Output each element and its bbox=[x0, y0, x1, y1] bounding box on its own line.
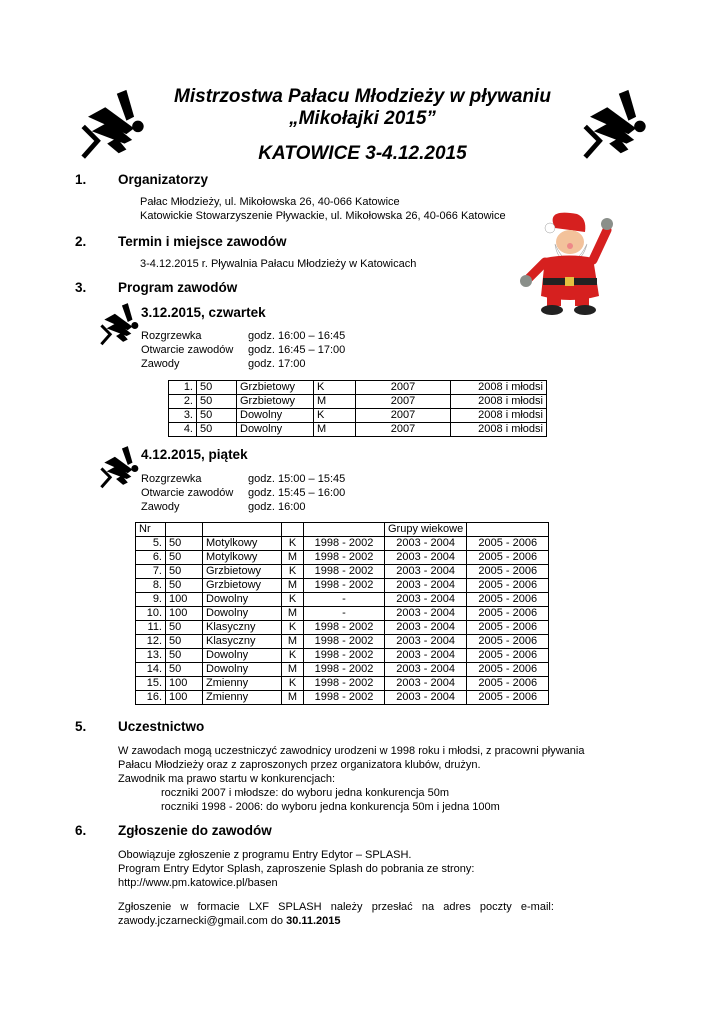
section-2-number: 2. bbox=[75, 234, 87, 249]
table-cell: 14. bbox=[136, 663, 166, 677]
table-row bbox=[136, 579, 549, 593]
table-cell: 50 bbox=[166, 551, 203, 565]
table-cell: 2008 i młodsi bbox=[451, 409, 547, 423]
table-row bbox=[136, 621, 549, 635]
section-1-title: Organizatorzy bbox=[118, 172, 209, 187]
table-cell: 2005 - 2006 bbox=[467, 663, 549, 677]
table-cell: 50 bbox=[166, 649, 203, 663]
table-cell: 1998 - 2002 bbox=[304, 691, 385, 705]
swimmer-logo-right-icon bbox=[580, 88, 648, 160]
table-cell: 13. bbox=[136, 649, 166, 663]
table-cell: Klasyczny bbox=[203, 621, 282, 635]
table-cell: 2003 - 2004 bbox=[385, 579, 467, 593]
table-row bbox=[169, 409, 547, 423]
table-cell: 2005 - 2006 bbox=[467, 677, 549, 691]
table-cell: 2008 i młodsi bbox=[451, 395, 547, 409]
table-cell: Grzbietowy bbox=[237, 381, 314, 395]
day-2-title: 4.12.2015, piątek bbox=[141, 447, 248, 462]
section-6-number: 6. bbox=[75, 823, 87, 838]
registration-email[interactable]: zawody.jczarnecki@gmail.com do bbox=[118, 915, 287, 927]
swimmer-logo-left-icon bbox=[78, 88, 146, 160]
day-2-events-table bbox=[135, 522, 549, 705]
section-5-title: Uczestnictwo bbox=[118, 719, 205, 734]
schedule-label: Rozgrzewka bbox=[141, 330, 202, 342]
table-cell: 50 bbox=[166, 635, 203, 649]
day-1-schedule bbox=[141, 329, 345, 371]
schedule-label: Zawody bbox=[141, 501, 180, 513]
table-cell: 1998 - 2002 bbox=[304, 565, 385, 579]
section-2-title: Termin i miejsce zawodów bbox=[118, 234, 287, 249]
table-cell: 2005 - 2006 bbox=[467, 649, 549, 663]
table-cell: 1998 - 2002 bbox=[304, 635, 385, 649]
participation-p3: Zawodnik ma prawo startu w konkurencjach: bbox=[118, 773, 336, 785]
table-row bbox=[136, 635, 549, 649]
table-cell: 50 bbox=[166, 537, 203, 551]
schedule-row bbox=[141, 357, 345, 371]
table-cell: 50 bbox=[197, 381, 237, 395]
table-cell: M bbox=[282, 579, 304, 593]
table-row bbox=[136, 649, 549, 663]
date-venue: 3-4.12.2015 r. Pływalnia Pałacu Młodzieży w Katowicach bbox=[140, 258, 417, 270]
table-cell: K bbox=[314, 381, 356, 395]
table-cell: 2003 - 2004 bbox=[385, 635, 467, 649]
table-cell: M bbox=[282, 635, 304, 649]
schedule-row bbox=[141, 472, 345, 486]
table-cell: 100 bbox=[166, 691, 203, 705]
table-cell: 2007 bbox=[356, 381, 451, 395]
table-cell: 2. bbox=[169, 395, 197, 409]
table-cell: 4. bbox=[169, 423, 197, 437]
table-cell: 8. bbox=[136, 579, 166, 593]
table-cell: 5. bbox=[136, 537, 166, 551]
day-1-events-table bbox=[168, 380, 547, 437]
table-cell: 50 bbox=[197, 409, 237, 423]
day-2-schedule bbox=[141, 472, 345, 514]
schedule-row bbox=[141, 486, 345, 500]
table-cell: 2005 - 2006 bbox=[467, 565, 549, 579]
schedule-row bbox=[141, 329, 345, 343]
table-cell: K bbox=[282, 677, 304, 691]
table-cell: 2005 - 2006 bbox=[467, 621, 549, 635]
table-cell: Motylkowy bbox=[203, 537, 282, 551]
table-cell: K bbox=[282, 593, 304, 607]
schedule-time: godz. 16:00 – 16:45 bbox=[248, 330, 346, 342]
table-cell: 100 bbox=[166, 677, 203, 691]
schedule-time: godz. 16:45 – 17:00 bbox=[248, 344, 346, 356]
schedule-time: godz. 15:45 – 16:00 bbox=[248, 487, 346, 499]
table-cell: 1998 - 2002 bbox=[304, 537, 385, 551]
title-line-1: Mistrzostwa Pałacu Młodzieży w pływaniu bbox=[174, 86, 551, 107]
table-cell: K bbox=[282, 537, 304, 551]
table-cell: 7. bbox=[136, 565, 166, 579]
table-cell: 50 bbox=[166, 621, 203, 635]
schedule-label: Otwarcie zawodów bbox=[141, 487, 234, 499]
table-cell: 2003 - 2004 bbox=[385, 691, 467, 705]
swimmer-day2-icon bbox=[98, 445, 140, 489]
schedule-label: Rozgrzewka bbox=[141, 473, 202, 485]
table-row bbox=[136, 565, 549, 579]
schedule-row bbox=[141, 343, 345, 357]
table-row bbox=[136, 663, 549, 677]
table-cell: Dowolny bbox=[203, 663, 282, 677]
table-cell: 1998 - 2002 bbox=[304, 677, 385, 691]
table-cell: 1. bbox=[169, 381, 197, 395]
table-cell: 2005 - 2006 bbox=[467, 593, 549, 607]
table-cell: 1998 - 2002 bbox=[304, 649, 385, 663]
registration-email-line bbox=[118, 914, 341, 928]
table-cell: 2005 - 2006 bbox=[467, 579, 549, 593]
table-cell: 1998 - 2002 bbox=[304, 579, 385, 593]
table-cell: 15. bbox=[136, 677, 166, 691]
table-cell: Zmienny bbox=[203, 691, 282, 705]
participation-p1: W zawodach mogą uczestniczyć zawodnicy urodzeni w 1998 roku i młodsi, z pracowni pływania bbox=[118, 745, 585, 757]
table-cell: 2003 - 2004 bbox=[385, 565, 467, 579]
table-cell: M bbox=[314, 423, 356, 437]
registration-p2: Program Entry Edytor Splash, zaproszenie Splash do pobrania ze strony: bbox=[118, 863, 475, 875]
schedule-time: godz. 15:00 – 15:45 bbox=[248, 473, 346, 485]
participation-p2: Pałacu Młodzieży oraz z zaproszonych przez organizatora klubów, drużyn. bbox=[118, 759, 481, 771]
table-cell: 12. bbox=[136, 635, 166, 649]
table-cell: Klasyczny bbox=[203, 635, 282, 649]
organizer-1: Pałac Młodzieży, ul. Mikołowska 26, 40-066 Katowice bbox=[140, 196, 400, 208]
table-cell: K bbox=[282, 621, 304, 635]
table-row bbox=[136, 677, 549, 691]
table-row bbox=[136, 593, 549, 607]
section-5-number: 5. bbox=[75, 719, 87, 734]
table-cell: 2003 - 2004 bbox=[385, 593, 467, 607]
table-cell: - bbox=[304, 607, 385, 621]
table-cell: Dowolny bbox=[203, 607, 282, 621]
section-6-title: Zgłoszenie do zawodów bbox=[118, 823, 272, 838]
table-cell: 2008 i młodsi bbox=[451, 381, 547, 395]
table-cell: 1998 - 2002 bbox=[304, 551, 385, 565]
table-cell: 50 bbox=[197, 423, 237, 437]
registration-url[interactable]: http://www.pm.katowice.pl/basen bbox=[118, 877, 278, 889]
table-cell: 6. bbox=[136, 551, 166, 565]
table-cell: M bbox=[282, 551, 304, 565]
schedule-time: godz. 17:00 bbox=[248, 358, 306, 370]
table-row bbox=[136, 551, 549, 565]
table-cell: K bbox=[282, 565, 304, 579]
schedule-label: Zawody bbox=[141, 358, 180, 370]
header-nr: Nr bbox=[136, 523, 166, 537]
section-1-number: 1. bbox=[75, 172, 87, 187]
schedule-time: godz. 16:00 bbox=[248, 501, 306, 513]
table-cell: 2003 - 2004 bbox=[385, 663, 467, 677]
table-cell: M bbox=[314, 395, 356, 409]
table-cell: 1998 - 2002 bbox=[304, 621, 385, 635]
table-cell: 3. bbox=[169, 409, 197, 423]
table-cell: 16. bbox=[136, 691, 166, 705]
swimmer-day1-icon bbox=[98, 302, 140, 346]
table-cell: 11. bbox=[136, 621, 166, 635]
header-age-groups: Grupy wiekowe bbox=[385, 523, 467, 537]
registration-deadline: 30.11.2015 bbox=[286, 915, 341, 927]
table-row bbox=[169, 381, 547, 395]
table-header-row bbox=[136, 523, 549, 537]
table-cell: 2008 i młodsi bbox=[451, 423, 547, 437]
table-cell: 2003 - 2004 bbox=[385, 621, 467, 635]
table-cell: Grzbietowy bbox=[203, 565, 282, 579]
table-cell: 2003 - 2004 bbox=[385, 607, 467, 621]
table-cell: 2007 bbox=[356, 395, 451, 409]
table-cell: 10. bbox=[136, 607, 166, 621]
table-cell: 2007 bbox=[356, 409, 451, 423]
table-cell: 2005 - 2006 bbox=[467, 691, 549, 705]
table-cell: Zmienny bbox=[203, 677, 282, 691]
section-3-number: 3. bbox=[75, 280, 87, 295]
table-cell: 50 bbox=[197, 395, 237, 409]
table-cell: Dowolny bbox=[237, 423, 314, 437]
table-cell: 2005 - 2006 bbox=[467, 537, 549, 551]
registration-p1: Obowiązuje zgłoszenie z programu Entry Edytor – SPLASH. bbox=[118, 849, 412, 861]
table-cell: Dowolny bbox=[203, 593, 282, 607]
day-1-title: 3.12.2015, czwartek bbox=[141, 305, 266, 320]
table-cell: 100 bbox=[166, 607, 203, 621]
title-line-3: KATOWICE 3-4.12.2015 bbox=[258, 143, 467, 164]
table-cell: Dowolny bbox=[237, 409, 314, 423]
table-cell: 2003 - 2004 bbox=[385, 649, 467, 663]
participation-p4: roczniki 2007 i młodsze: do wyboru jedna konkurencja 50m bbox=[161, 787, 449, 799]
table-cell: M bbox=[282, 663, 304, 677]
table-cell: M bbox=[282, 607, 304, 621]
table-row bbox=[136, 691, 549, 705]
table-cell: Grzbietowy bbox=[237, 395, 314, 409]
table-row bbox=[136, 537, 549, 551]
table-cell: 2003 - 2004 bbox=[385, 537, 467, 551]
participation-p5: roczniki 1998 - 2006: do wyboru jedna konkurencja 50m i jedna 100m bbox=[161, 801, 500, 813]
table-cell: 2005 - 2006 bbox=[467, 551, 549, 565]
organizer-2: Katowickie Stowarzyszenie Pływackie, ul. Mikołowska 26, 40-066 Katowice bbox=[140, 210, 506, 222]
section-3-title: Program zawodów bbox=[118, 280, 238, 295]
table-row bbox=[136, 607, 549, 621]
table-row bbox=[169, 395, 547, 409]
table-cell: Grzbietowy bbox=[203, 579, 282, 593]
table-cell: 2005 - 2006 bbox=[467, 607, 549, 621]
table-cell: 100 bbox=[166, 593, 203, 607]
title-line-2: „Mikołajki 2015” bbox=[289, 108, 436, 129]
table-cell: 2003 - 2004 bbox=[385, 677, 467, 691]
table-cell: 50 bbox=[166, 579, 203, 593]
schedule-label: Otwarcie zawodów bbox=[141, 344, 234, 356]
schedule-row bbox=[141, 500, 345, 514]
registration-p4: Zgłoszenie w formacie LXF SPLASH należy przesłać na adres poczty e-mail: bbox=[118, 901, 554, 913]
table-cell: M bbox=[282, 691, 304, 705]
table-cell: Motylkowy bbox=[203, 551, 282, 565]
table-cell: 2007 bbox=[356, 423, 451, 437]
table-row bbox=[169, 423, 547, 437]
table-cell: 50 bbox=[166, 565, 203, 579]
table-cell: 1998 - 2002 bbox=[304, 663, 385, 677]
santa-claus-illustration bbox=[515, 208, 615, 316]
table-cell: 2003 - 2004 bbox=[385, 551, 467, 565]
table-cell: 50 bbox=[166, 663, 203, 677]
table-cell: Dowolny bbox=[203, 649, 282, 663]
table-cell: 9. bbox=[136, 593, 166, 607]
table-cell: 2005 - 2006 bbox=[467, 635, 549, 649]
table-cell: K bbox=[314, 409, 356, 423]
table-cell: - bbox=[304, 593, 385, 607]
table-cell: K bbox=[282, 649, 304, 663]
